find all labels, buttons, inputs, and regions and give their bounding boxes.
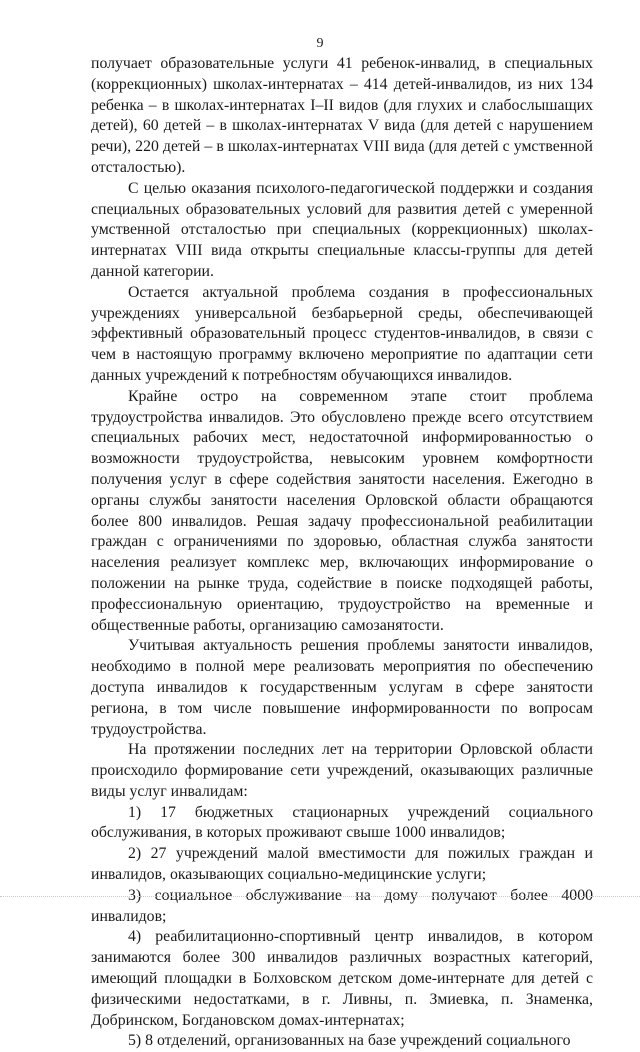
- paragraph: Крайне остро на современном этапе стоит проблема трудоустройства инвалидов. Это обусловлено прежде всего отсутствием специальных рабочих мест, недостаточной информированностью о возможности трудоустройства, невысоким уровнем комфортности получения услуг в сфере содействия занятости населения. Ежегодно в органы службы занятости населения Орловской области обращаются более 800 инвалидов. Решая задачу профессиональной реабилитации граждан с ограничениями по здоровью, областная служба занятости населения реализует комплекс мер, включающих информирование о положении на рынке труда, содействие в поиске подходящей работы, профессиональную ориентацию, трудоустройство на временные и общественные работы, организацию самозанятости.: [91, 387, 593, 634]
- paragraph: Учитывая актуальность решения проблемы занятости инвалидов, необходимо в полной мере реализовать мероприятия по обеспечению доступа инвалидов к государственным услугам в сфере занятости региона, в том числе повышение информированности по вопросам трудоустройства.: [91, 637, 593, 738]
- list-item: 5) 8 отделений, организованных на базе учреждений социального: [128, 1032, 571, 1050]
- paragraph: На протяжении последних лет на территории Орловской области происходило формирование сети учреждений, оказывающих различные виды услуг инвалидам:: [91, 741, 593, 800]
- bottom-scan-rule: [0, 896, 640, 897]
- list-item: 3) социальное обслуживание на дому получают более 4000 инвалидов;: [91, 886, 593, 925]
- list-item: 4) реабилитационно-спортивный центр инвалидов, в котором занимаются более 300 инвалидов различных возрастных категорий, имеющий площадки в Болховском детском доме-интернате для детей с физическими недостатками, в г. Ливны, п. Змиевка, п. Знаменка, Добринском, Богдановском домах-интернатах;: [91, 928, 593, 1029]
- paragraph: Остается актуальной проблема создания в профессиональных учреждениях универсальной безбарьерной среды, обеспечивающей эффективный образовательный процесс студентов-инвалидов, в связи с чем в настоящую программу включено мероприятие по адаптации сети данных учреждений к потребностям обучающихся инвалидов.: [91, 283, 593, 384]
- list-item: 2) 27 учреждений малой вместимости для пожилых граждан и инвалидов, оказывающих социально-медицинские услуги;: [91, 845, 593, 884]
- paragraph: получает образовательные услуги 41 ребенок-инвалид, в специальных (коррекционных) школах-интернатах – 414 детей-инвалидов, из них 134 ребенка – в школах-интернатах I–II видов (для глухих и слабослышащих детей), 60 детей – в школах-интернатах V вида (для детей с нарушением речи), 220 детей – в школах-интернатах VIII вида (для детей с умственной отсталостью).: [91, 55, 593, 176]
- body-text: [91, 54, 593, 1052]
- paragraph: С целью оказания психолого-педагогической поддержки и создания специальных образовательных условий для развития детей с умеренной умственной отсталостью при специальных (коррекционных) школах-интернатах VIII вида открыты специальные классы-группы для детей данной категории.: [91, 179, 593, 280]
- list-item: 1) 17 бюджетных стационарных учреждений социального обслуживания, в которых проживают свыше 1000 инвалидов;: [91, 803, 593, 842]
- page-number: 9: [316, 36, 324, 51]
